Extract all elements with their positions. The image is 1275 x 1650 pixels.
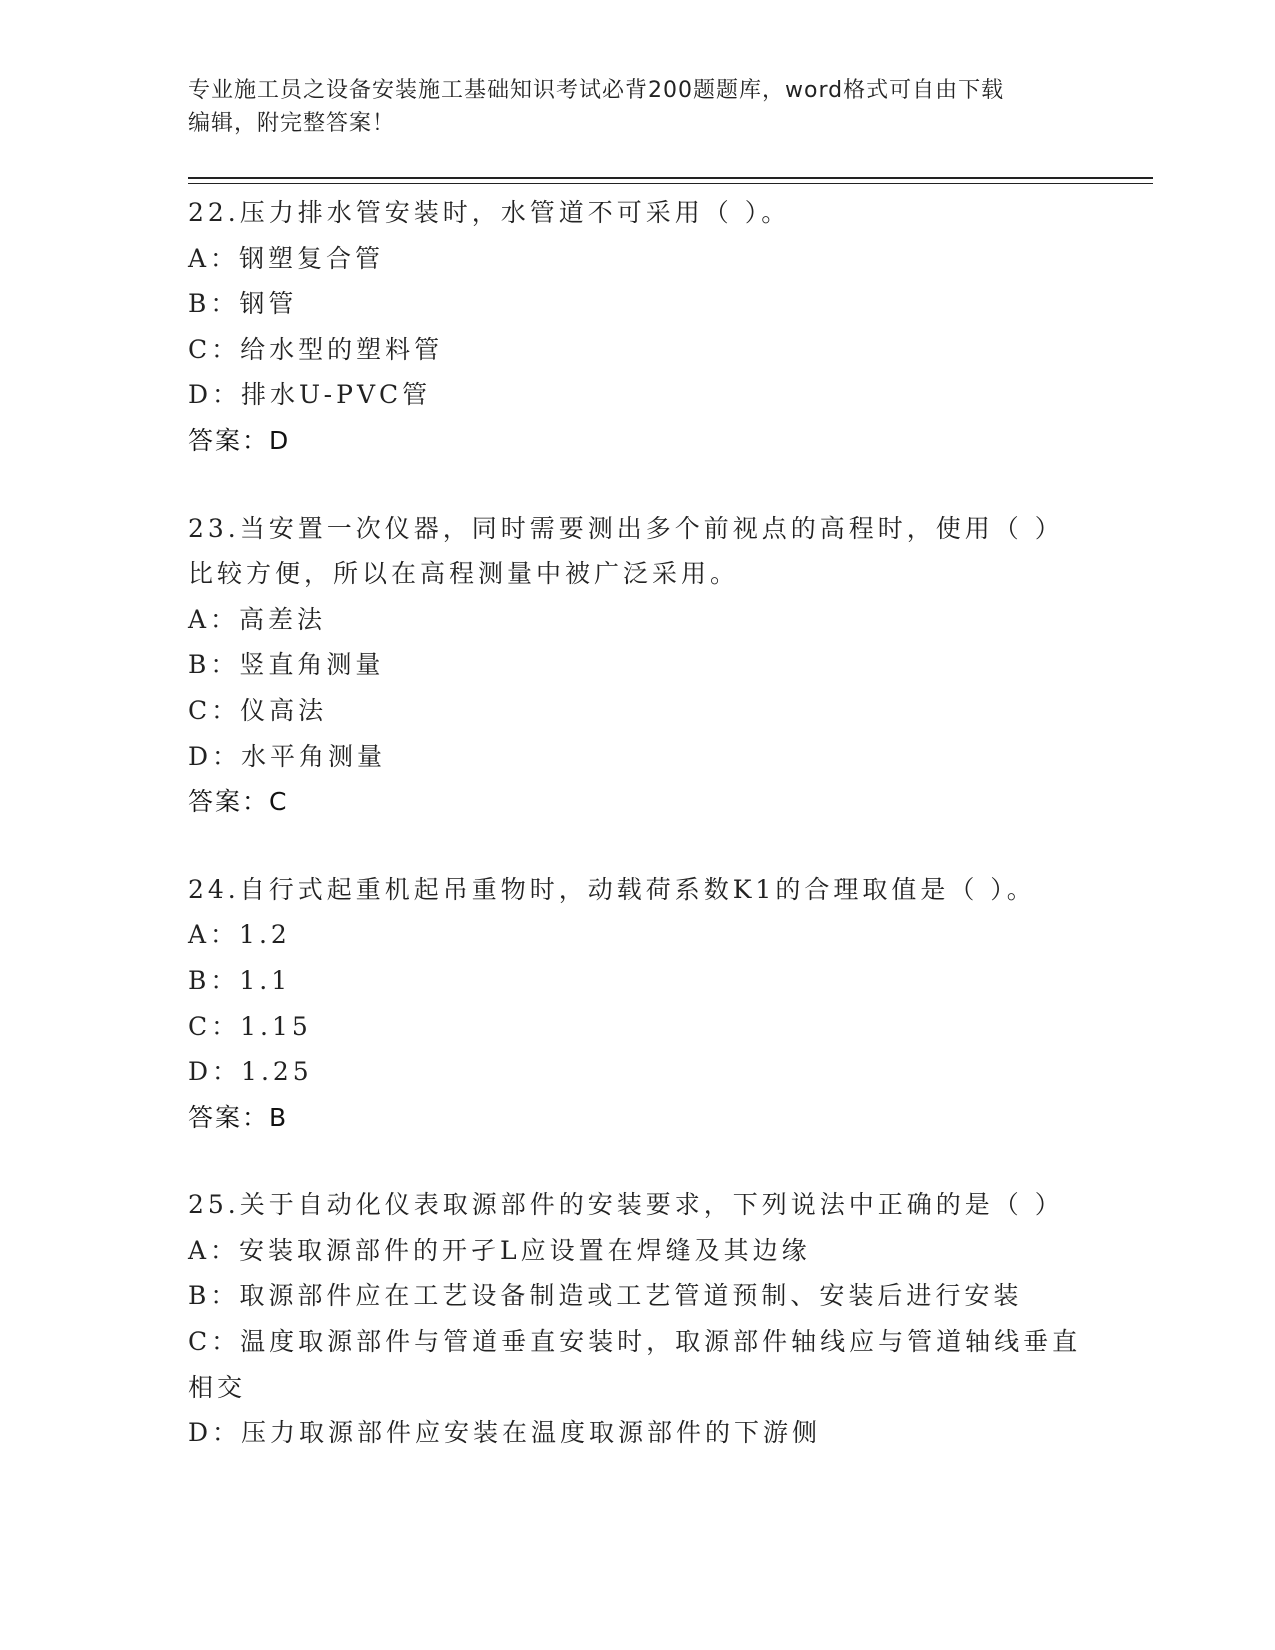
option-c: C：仪高法 bbox=[188, 695, 328, 725]
option-d: D：水平角测量 bbox=[188, 741, 387, 771]
question-22 bbox=[188, 190, 1088, 464]
option-a: A：钢塑复合管 bbox=[188, 243, 385, 273]
option-a: A：1.2 bbox=[188, 920, 291, 950]
option-d: D：排水U-PVC管 bbox=[188, 380, 432, 410]
question-stem: 24.自行式起重机起吊重物时，动载荷系数K1的合理取值是（ ）。 bbox=[188, 874, 1036, 904]
option-b: B：竖直角测量 bbox=[188, 650, 385, 680]
answer-line: 答案：D bbox=[188, 425, 291, 455]
option-c: C：1.15 bbox=[188, 1011, 312, 1041]
option-b: B：1.1 bbox=[188, 965, 292, 995]
question-list bbox=[188, 190, 1088, 1498]
header-divider-thick bbox=[188, 177, 1153, 179]
option-d: D：压力取源部件应安装在温度取源部件的下游侧 bbox=[188, 1418, 822, 1448]
answer-line: 答案：C bbox=[188, 787, 289, 817]
question-stem-continued: 比较方便，所以在高程测量中被广泛采用。 bbox=[188, 559, 740, 589]
option-b: B：钢管 bbox=[188, 289, 298, 319]
question-stem: 25.关于自动化仪表取源部件的安装要求，下列说法中正确的是（ ） bbox=[188, 1190, 1064, 1220]
question-stem: 23.当安置一次仪器，同时需要测出多个前视点的高程时，使用（ ） bbox=[188, 513, 1064, 543]
header-line-2: 编辑，附完整答案！ bbox=[188, 111, 396, 136]
option-c-continued: 相交 bbox=[188, 1372, 247, 1402]
option-b: B：取源部件应在工艺设备制造或工艺管道预制、安装后进行安装 bbox=[188, 1281, 1023, 1311]
question-stem: 22.压力排水管安装时，水管道不可采用（ ）。 bbox=[188, 198, 791, 227]
option-c: C：温度取源部件与管道垂直安装时，取源部件轴线应与管道轴线垂直 bbox=[188, 1327, 1082, 1357]
question-25 bbox=[188, 1182, 1088, 1456]
answer-line: 答案：B bbox=[188, 1102, 289, 1132]
document-header bbox=[188, 74, 1088, 140]
option-c: C：给水型的塑料管 bbox=[188, 334, 444, 364]
question-23 bbox=[188, 506, 1088, 825]
option-d: D：1.25 bbox=[188, 1057, 313, 1087]
header-divider-thin bbox=[188, 183, 1153, 184]
option-a: A：高差法 bbox=[188, 604, 327, 634]
option-a: A：安装取源部件的开孑L应设置在焊缝及其边缘 bbox=[188, 1235, 811, 1265]
question-24 bbox=[188, 867, 1088, 1141]
header-line-1: 专业施工员之设备安装施工基础知识考试必背200题题库，word格式可自由下载 bbox=[188, 78, 1005, 103]
